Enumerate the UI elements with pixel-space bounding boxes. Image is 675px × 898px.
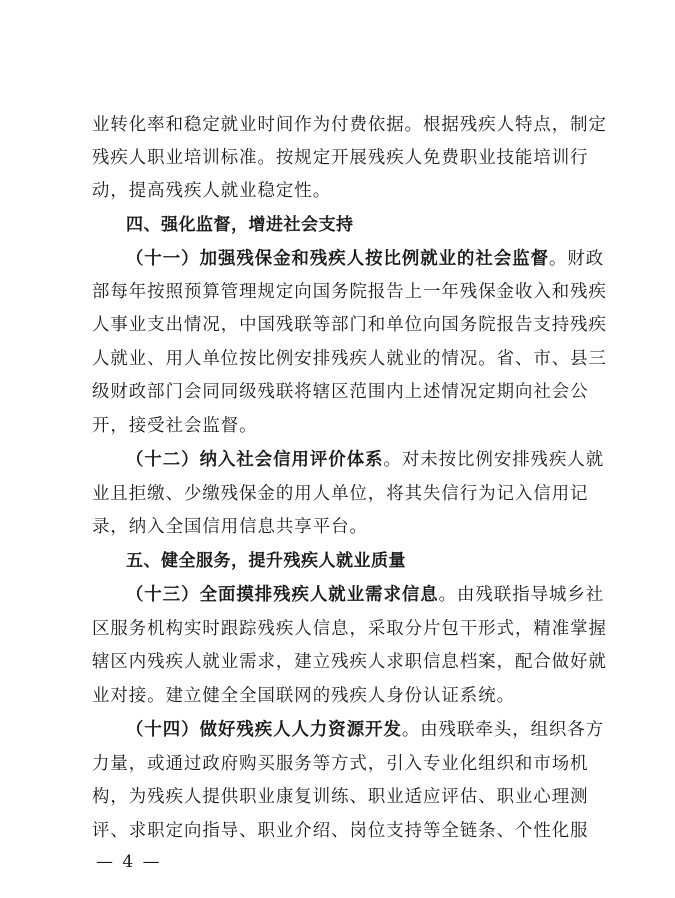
item-text: 。由残联指导城乡社 xyxy=(438,585,605,605)
item-lead: （十二）纳入社会信用评价体系 xyxy=(126,450,384,470)
paragraph-line: 录，纳入全国信用信息共享平台。 xyxy=(92,517,368,537)
paragraph-line: 业且拒缴、少缴残保金的用人单位，将其失信行为记入信用记 xyxy=(92,484,589,504)
paragraph-line xyxy=(126,450,605,470)
paragraph-line: 评、求职定向指导、职业介绍、岗位支持等全链条、个性化服 xyxy=(92,821,589,841)
paragraph-line: 部每年按照预算管理规定向国务院报告上一年残保金收入和残疾 xyxy=(92,282,607,302)
paragraph-line: 辖区内残疾人就业需求，建立残疾人求职信息档案，配合做好就 xyxy=(92,652,607,672)
paragraph-line xyxy=(126,720,605,740)
paragraph-line: 残疾人职业培训标准。按规定开展残疾人免费职业技能培训行 xyxy=(92,148,589,168)
page-number: — 4 — xyxy=(96,852,162,872)
paragraph-line: 构，为残疾人提供职业康复训练、职业适应评估、职业心理测 xyxy=(92,787,589,807)
section-heading: 五、健全服务，提升残疾人就业质量 xyxy=(126,551,406,571)
paragraph-line: 人就业、用人单位按比例安排残疾人就业的情况。省、市、县三 xyxy=(92,349,607,369)
item-text: 。由残联牵头，组织各方 xyxy=(401,720,605,740)
paragraph-line: 动，提高残疾人就业稳定性。 xyxy=(92,181,332,201)
paragraph-line: 人事业支出情况，中国残联等部门和单位向国务院报告支持残疾 xyxy=(92,315,607,335)
item-text: 。财政 xyxy=(549,249,605,269)
item-lead: （十一）加强残保金和残疾人按比例就业的社会监督 xyxy=(126,249,549,269)
paragraph-line: 力量，或通过政府购买服务等方式，引入专业化组织和市场机 xyxy=(92,754,589,774)
paragraph-line: 业转化率和稳定就业时间作为付费依据。根据残疾人特点，制定 xyxy=(92,115,607,135)
item-lead: （十三）全面摸排残疾人就业需求信息 xyxy=(126,585,439,605)
paragraph-line xyxy=(126,585,605,605)
item-text: 。对未按比例安排残疾人就 xyxy=(383,450,605,470)
section-heading: 四、强化监督，增进社会支持 xyxy=(126,215,354,235)
paragraph-line xyxy=(126,249,605,269)
paragraph-line: 业对接。建立健全全国联网的残疾人身份认证系统。 xyxy=(92,686,515,706)
paragraph-line: 级财政部门会同同级残联将辖区范围内上述情况定期向社会公 xyxy=(92,382,589,402)
item-lead: （十四）做好残疾人人力资源开发 xyxy=(126,720,402,740)
paragraph-line: 区服务机构实时跟踪残疾人信息，采取分片包干形式，精准掌握 xyxy=(92,619,607,639)
paragraph-line: 开，接受社会监督。 xyxy=(92,416,258,436)
